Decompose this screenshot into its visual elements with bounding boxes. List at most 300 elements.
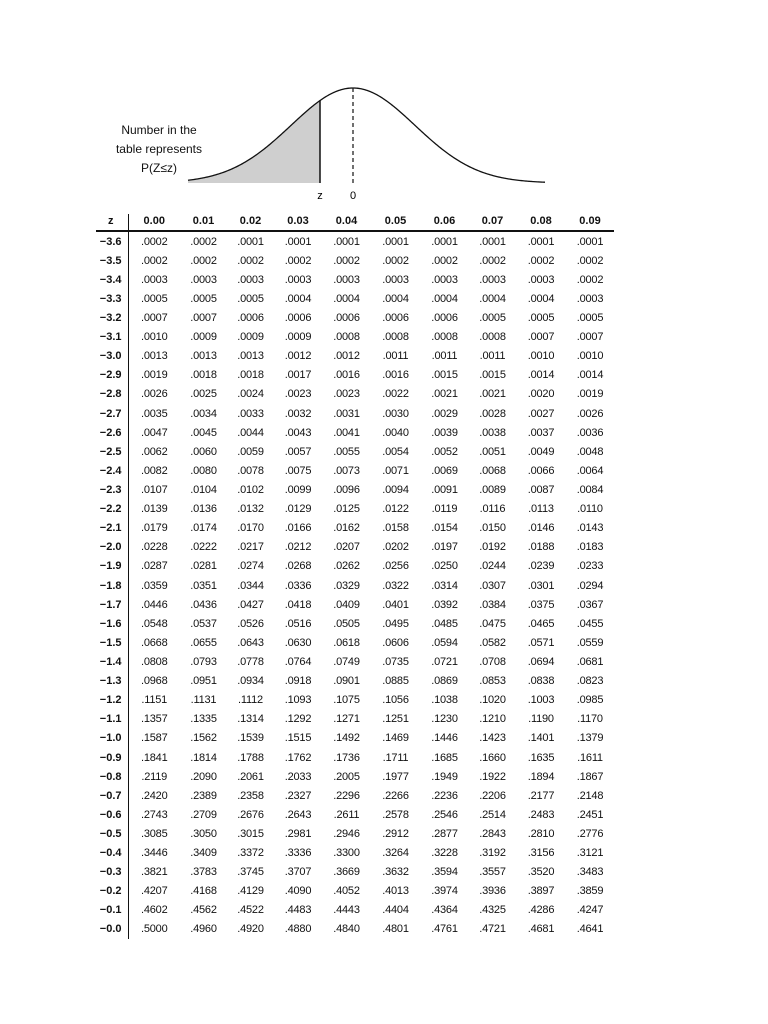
table-row	[96, 595, 614, 614]
probability-cell: .3483	[576, 866, 604, 879]
probability-cell: .2296	[333, 789, 360, 802]
probability-cell: .0018	[237, 369, 264, 382]
probability-cell: .0446	[140, 598, 168, 611]
probability-cell: .3156	[527, 847, 555, 860]
probability-cell: .2776	[576, 827, 604, 840]
probability-cell: .0256	[382, 560, 409, 573]
probability-cell: .0721	[431, 655, 458, 668]
probability-cell: .0003	[382, 273, 409, 286]
caption-line: table represents	[115, 142, 203, 156]
probability-cell: .0217	[237, 541, 264, 554]
probability-cell: .0002	[190, 235, 217, 248]
probability-cell: .3372	[237, 847, 264, 860]
probability-cell: .0006	[237, 311, 264, 324]
probability-cell: .0170	[237, 522, 264, 535]
probability-cell: .0003	[527, 273, 555, 286]
probability-cell: .0001	[576, 235, 604, 248]
probability-cell: .0010	[140, 331, 168, 344]
probability-cell: .1587	[140, 732, 168, 745]
probability-cell: .0064	[576, 464, 604, 477]
table-row	[96, 289, 614, 308]
probability-cell: .0104	[190, 483, 217, 496]
probability-cell: .0537	[190, 617, 217, 630]
probability-cell: .0001	[284, 235, 312, 248]
probability-cell: .0013	[140, 350, 168, 363]
table-body	[96, 231, 614, 939]
probability-cell: .0918	[284, 675, 312, 688]
probability-cell: .2389	[190, 789, 217, 802]
probability-cell: .0250	[431, 560, 458, 573]
probability-cell: .0778	[237, 655, 264, 668]
probability-cell: .0367	[576, 598, 604, 611]
probability-cell: .0314	[431, 579, 458, 592]
probability-cell: .0287	[140, 560, 168, 573]
table-row	[96, 500, 614, 519]
probability-cell: .1075	[333, 694, 360, 707]
probability-cell: .0010	[527, 350, 555, 363]
probability-cell: .0668	[140, 636, 168, 649]
probability-cell: .2611	[333, 808, 360, 821]
table-row	[96, 920, 614, 939]
probability-cell: .1190	[528, 713, 554, 726]
table-row	[96, 576, 614, 595]
row-z-value: −2.0	[96, 538, 128, 557]
probability-cell: .0057	[284, 445, 312, 458]
probability-cell: .1230	[431, 713, 458, 726]
probability-cell: .0002	[140, 254, 168, 267]
row-z-value: −0.4	[96, 844, 128, 863]
row-z-value: −2.1	[96, 519, 128, 538]
row-z-value: −1.4	[96, 652, 128, 671]
probability-cell: .0013	[237, 350, 264, 363]
probability-cell: .0018	[190, 369, 217, 382]
probability-cell: .0008	[382, 331, 409, 344]
row-z-value: −1.2	[96, 691, 128, 710]
column-header: 0.01	[180, 214, 227, 231]
probability-cell: .0002	[237, 254, 264, 267]
probability-cell: .3520	[527, 866, 555, 879]
probability-cell: .4840	[333, 923, 360, 936]
probability-cell: .0012	[284, 350, 312, 363]
probability-cell: .1357	[140, 713, 168, 726]
probability-cell: .0129	[284, 503, 312, 516]
probability-cell: .0344	[237, 579, 264, 592]
probability-cell: .0030	[382, 407, 409, 420]
probability-cell: .1446	[431, 732, 458, 745]
probability-cell: .0735	[382, 655, 409, 668]
probability-cell: .0113	[528, 503, 554, 516]
probability-cell: .0006	[284, 311, 312, 324]
probability-cell: .0055	[333, 445, 360, 458]
probability-cell: .0003	[284, 273, 312, 286]
normal-curve-figure	[0, 0, 768, 210]
probability-cell: .0455	[576, 617, 604, 630]
probability-cell: .0099	[284, 483, 312, 496]
probability-cell: .0655	[190, 636, 217, 649]
table-row	[96, 672, 614, 691]
probability-cell: .0023	[333, 388, 360, 401]
probability-cell: .0078	[237, 464, 264, 477]
probability-cell: .0202	[382, 541, 409, 554]
probability-cell: .4207	[140, 885, 168, 898]
table-row	[96, 538, 614, 557]
probability-cell: .0122	[382, 503, 409, 516]
probability-cell: .0110	[577, 503, 603, 516]
row-z-value: −3.5	[96, 251, 128, 270]
column-header-z: z	[96, 214, 128, 231]
row-z-value: −1.1	[96, 710, 128, 729]
column-header: 0.09	[566, 214, 614, 231]
probability-cell: .1423	[479, 732, 506, 745]
probability-cell: .0262	[333, 560, 360, 573]
row-z-value: −1.8	[96, 576, 128, 595]
probability-cell: .0089	[479, 483, 506, 496]
probability-cell: .0516	[284, 617, 312, 630]
probability-cell: .0322	[382, 579, 409, 592]
probability-cell: .0003	[479, 273, 506, 286]
probability-cell: .0011	[382, 350, 409, 363]
probability-cell: .1003	[527, 694, 555, 707]
row-z-value: −0.8	[96, 767, 128, 786]
probability-cell: .0059	[237, 445, 264, 458]
probability-cell: .0107	[140, 483, 168, 496]
probability-cell: .0016	[382, 369, 409, 382]
probability-cell: .0007	[190, 311, 217, 324]
probability-cell: .0021	[479, 388, 506, 401]
probability-cell: .2236	[431, 789, 458, 802]
row-z-value: −0.7	[96, 786, 128, 805]
z-label: z	[317, 190, 323, 202]
probability-cell: .2676	[237, 808, 264, 821]
table-row	[96, 385, 614, 404]
probability-cell: .0143	[576, 522, 604, 535]
probability-cell: .1151	[141, 694, 168, 707]
probability-cell: .0853	[479, 675, 506, 688]
probability-cell: .0838	[527, 675, 555, 688]
probability-cell: .0375	[527, 598, 555, 611]
probability-cell: .2514	[479, 808, 506, 821]
probability-cell: .0136	[190, 503, 217, 516]
probability-cell: .0080	[190, 464, 217, 477]
probability-cell: .0307	[479, 579, 506, 592]
table-row	[96, 691, 614, 710]
probability-cell: .2090	[190, 770, 217, 783]
probability-cell: .0951	[190, 675, 217, 688]
probability-cell: .0062	[140, 445, 168, 458]
probability-cell: .0006	[382, 311, 409, 324]
caption-line: P(Z≤z)	[141, 161, 177, 175]
probability-cell: .1611	[577, 751, 603, 764]
probability-cell: .0233	[576, 560, 604, 573]
probability-cell: .0571	[527, 636, 555, 649]
probability-cell: .4641	[576, 923, 604, 936]
probability-cell: .4052	[333, 885, 360, 898]
probability-cell: .0054	[382, 445, 409, 458]
column-header: 0.02	[227, 214, 274, 231]
probability-cell: .2177	[527, 789, 555, 802]
probability-cell: .1894	[527, 770, 555, 783]
probability-cell: .0037	[527, 426, 555, 439]
probability-cell: .2912	[382, 827, 409, 840]
probability-cell: .0006	[431, 311, 458, 324]
probability-cell: .0183	[576, 541, 604, 554]
probability-cell: .3121	[576, 847, 604, 860]
probability-cell: .2451	[576, 808, 604, 821]
row-z-value: −0.2	[96, 882, 128, 901]
probability-cell: .4602	[140, 904, 168, 917]
caption-line: Number in the	[121, 123, 197, 137]
probability-cell: .1949	[431, 770, 458, 783]
probability-cell: .0002	[576, 273, 604, 286]
probability-cell: .0005	[576, 311, 604, 324]
probability-cell: .3974	[431, 885, 458, 898]
probability-cell: .3821	[140, 866, 168, 879]
probability-cell: .0004	[333, 292, 360, 305]
table-header-row	[96, 214, 614, 231]
probability-cell: .4247	[576, 904, 604, 917]
probability-cell: .1841	[140, 751, 168, 764]
column-header: 0.06	[420, 214, 469, 231]
probability-cell: .2061	[237, 770, 264, 783]
probability-cell: .0162	[333, 522, 360, 535]
probability-cell: .2578	[382, 808, 409, 821]
row-z-value: −0.9	[96, 748, 128, 767]
probability-cell: .0392	[431, 598, 458, 611]
probability-cell: .1762	[284, 751, 312, 764]
table-row	[96, 461, 614, 480]
row-z-value: −2.5	[96, 442, 128, 461]
probability-cell: .0384	[479, 598, 506, 611]
probability-cell: .0869	[431, 675, 458, 688]
table-row	[96, 863, 614, 882]
probability-cell: .1379	[576, 732, 604, 745]
probability-cell: .0228	[140, 541, 168, 554]
probability-cell: .0014	[527, 369, 555, 382]
probability-cell: .4681	[527, 923, 555, 936]
probability-cell: .0060	[190, 445, 217, 458]
column-header: 0.07	[469, 214, 516, 231]
probability-cell: .0048	[576, 445, 604, 458]
table-row	[96, 882, 614, 901]
probability-cell: .0548	[140, 617, 168, 630]
probability-cell: .0015	[431, 369, 458, 382]
probability-cell: .0436	[190, 598, 217, 611]
probability-cell: .0239	[527, 560, 555, 573]
probability-cell: .0027	[527, 407, 555, 420]
probability-cell: .0019	[576, 388, 604, 401]
probability-cell: .0017	[284, 369, 312, 382]
probability-cell: .0427	[237, 598, 264, 611]
probability-cell: .0002	[333, 254, 360, 267]
probability-cell: .0005	[527, 311, 555, 324]
table-row	[96, 901, 614, 920]
probability-cell: .2546	[431, 808, 458, 821]
table-row	[96, 231, 614, 251]
row-z-value: −2.4	[96, 461, 128, 480]
probability-cell: .0011	[431, 350, 458, 363]
zero-label: 0	[349, 190, 357, 202]
probability-cell: .0028	[479, 407, 506, 420]
row-z-value: −3.4	[96, 270, 128, 289]
probability-cell: .0022	[382, 388, 409, 401]
table-row	[96, 328, 614, 347]
probability-cell: .0003	[576, 292, 604, 305]
probability-cell: .0036	[576, 426, 604, 439]
probability-cell: .3745	[237, 866, 264, 879]
probability-cell: .0606	[382, 636, 409, 649]
probability-cell: .0003	[190, 273, 217, 286]
table-row	[96, 442, 614, 461]
column-header: 0.03	[274, 214, 322, 231]
table-row	[96, 519, 614, 538]
probability-cell: .0708	[479, 655, 506, 668]
probability-cell: .0045	[190, 426, 217, 439]
probability-cell: .0222	[190, 541, 217, 554]
probability-cell: .0559	[576, 636, 604, 649]
probability-cell: .0005	[140, 292, 168, 305]
row-z-value: −3.0	[96, 347, 128, 366]
probability-cell: .0069	[431, 464, 458, 477]
probability-cell: .0026	[576, 407, 604, 420]
probability-cell: .0003	[333, 273, 360, 286]
probability-cell: .4801	[382, 923, 409, 936]
probability-cell: .0359	[140, 579, 168, 592]
probability-cell: .0012	[333, 350, 360, 363]
probability-cell: .0764	[284, 655, 312, 668]
probability-cell: .0174	[190, 522, 217, 535]
probability-cell: .0004	[284, 292, 312, 305]
probability-cell: .3594	[431, 866, 458, 879]
probability-cell: .0004	[479, 292, 506, 305]
probability-cell: .0901	[333, 675, 360, 688]
probability-cell: .1736	[333, 751, 360, 764]
probability-cell: .0885	[382, 675, 409, 688]
probability-cell: .4562	[190, 904, 217, 917]
probability-cell: .0091	[431, 483, 458, 496]
probability-cell: .2148	[576, 789, 604, 802]
probability-cell: .0033	[237, 407, 264, 420]
probability-cell: .0001	[527, 235, 555, 248]
probability-cell: .0749	[333, 655, 360, 668]
probability-cell: .0495	[382, 617, 409, 630]
probability-cell: .1210	[479, 713, 506, 726]
row-z-value: −1.0	[96, 729, 128, 748]
probability-cell: .1562	[190, 732, 217, 745]
probability-cell: .3192	[479, 847, 506, 860]
row-z-value: −3.6	[96, 231, 128, 251]
probability-cell: .0643	[237, 636, 264, 649]
probability-cell: .0004	[382, 292, 409, 305]
row-z-value: −3.2	[96, 308, 128, 327]
probability-cell: .0207	[333, 541, 360, 554]
table-row	[96, 786, 614, 805]
probability-cell: .1711	[382, 751, 409, 764]
probability-cell: .0329	[333, 579, 360, 592]
probability-cell: .0044	[237, 426, 264, 439]
probability-cell: .0004	[431, 292, 458, 305]
probability-cell: .0001	[333, 235, 360, 248]
probability-cell: .0068	[479, 464, 506, 477]
probability-cell: .0008	[333, 331, 360, 344]
probability-cell: .0808	[140, 655, 168, 668]
probability-cell: .0301	[527, 579, 555, 592]
probability-cell: .0002	[140, 235, 168, 248]
probability-cell: .3409	[190, 847, 217, 860]
probability-cell: .0094	[382, 483, 409, 496]
probability-cell: .0016	[333, 369, 360, 382]
column-header: 0.00	[128, 214, 180, 231]
probability-cell: .1292	[284, 713, 312, 726]
probability-cell: .0212	[284, 541, 312, 554]
probability-cell: .0002	[284, 254, 312, 267]
probability-cell: .0158	[382, 522, 409, 535]
table-row	[96, 710, 614, 729]
probability-cell: .1867	[576, 770, 604, 783]
probability-cell: .2877	[431, 827, 458, 840]
probability-cell: .3557	[479, 866, 506, 879]
table-row	[96, 308, 614, 327]
probability-cell: .0031	[333, 407, 360, 420]
table-row	[96, 270, 614, 289]
probability-cell: .0040	[382, 426, 409, 439]
probability-cell: .4880	[284, 923, 312, 936]
probability-cell: .1539	[237, 732, 264, 745]
probability-cell: .2981	[284, 827, 312, 840]
probability-cell: .0003	[140, 273, 168, 286]
probability-cell: .0015	[479, 369, 506, 382]
probability-cell: .0244	[479, 560, 506, 573]
probability-cell: .1131	[190, 694, 217, 707]
probability-cell: .4129	[237, 885, 264, 898]
probability-cell: .2206	[479, 789, 506, 802]
probability-cell: .0793	[190, 655, 217, 668]
probability-cell: .0014	[576, 369, 604, 382]
table-row	[96, 729, 614, 748]
probability-cell: .0197	[431, 541, 458, 554]
probability-cell: .0005	[190, 292, 217, 305]
table-row	[96, 748, 614, 767]
probability-cell: .0268	[284, 560, 312, 573]
row-z-value: −0.5	[96, 824, 128, 843]
normal-curve-svg	[0, 0, 768, 210]
probability-cell: .1170	[577, 713, 603, 726]
probability-cell: .0594	[431, 636, 458, 649]
probability-cell: .0032	[284, 407, 312, 420]
probability-cell: .0485	[431, 617, 458, 630]
probability-cell: .0007	[140, 311, 168, 324]
table-row	[96, 480, 614, 499]
probability-cell: .4404	[382, 904, 409, 917]
probability-cell: .0041	[333, 426, 360, 439]
probability-cell: .0694	[527, 655, 555, 668]
table-row	[96, 347, 614, 366]
probability-cell: .2358	[237, 789, 264, 802]
probability-cell: .3632	[382, 866, 409, 879]
probability-cell: .0294	[576, 579, 604, 592]
probability-cell: .0007	[576, 331, 604, 344]
probability-cell: .0006	[333, 311, 360, 324]
probability-cell: .1056	[382, 694, 409, 707]
probability-cell: .1492	[333, 732, 360, 745]
probability-cell: .0465	[527, 617, 555, 630]
table-row	[96, 633, 614, 652]
probability-cell: .4443	[333, 904, 360, 917]
table-row	[96, 404, 614, 423]
probability-cell: .0154	[431, 522, 458, 535]
probability-cell: .0968	[140, 675, 168, 688]
probability-cell: .1660	[479, 751, 506, 764]
probability-cell: .4761	[431, 923, 458, 936]
